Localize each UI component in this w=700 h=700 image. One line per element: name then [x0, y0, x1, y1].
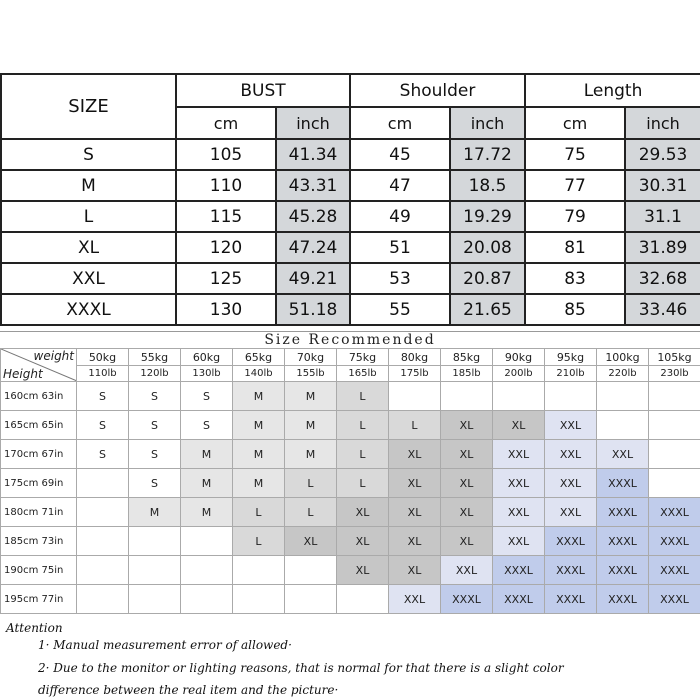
height-row [1, 469, 700, 498]
recommended-size-cell: L [337, 382, 389, 411]
recommended-size-cell: XXXL [545, 585, 597, 614]
size-label-cell: XXXL [1, 294, 176, 325]
weight-kg-header: 80kg [389, 349, 441, 366]
recommended-size-cell [285, 556, 337, 585]
measurement-cell: 83 [525, 263, 625, 294]
recommended-size-cell: M [233, 440, 285, 469]
height-in: 75in [41, 564, 64, 576]
recommended-size-cell: XXXL [597, 498, 649, 527]
recommended-size-cell: XL [285, 527, 337, 556]
recommended-size-cell: L [285, 469, 337, 498]
height-cm: 195cm [4, 593, 39, 605]
recommended-size-cell: XXXL [597, 556, 649, 585]
recommended-size-cell: XL [337, 527, 389, 556]
attention-note-1: 1· Manual measurement error of allowed· [38, 638, 292, 652]
weight-height-corner [1, 349, 77, 382]
recommended-size-cell: XXXL [545, 527, 597, 556]
recommended-size-cell: XXXL [545, 556, 597, 585]
recommended-size-cell: XXL [493, 469, 545, 498]
length-header: Length [525, 74, 700, 107]
measurement-cell: 18.5 [450, 170, 525, 201]
weight-kg-header: 90kg [493, 349, 545, 366]
height-row [1, 382, 700, 411]
height-header [1, 411, 77, 440]
recommended-size-cell: XL [441, 498, 493, 527]
recommended-size-cell: XXXL [441, 585, 493, 614]
recommended-size-cell [181, 585, 233, 614]
weight-lb-header: 200lb [493, 366, 545, 382]
size-recommended-title: Size Recommended [0, 331, 700, 348]
size-recommended-section [0, 331, 700, 614]
measurement-cell: 20.08 [450, 232, 525, 263]
recommended-size-cell: XL [441, 440, 493, 469]
weight-lb-header: 220lb [597, 366, 649, 382]
unit-header: inch [276, 107, 350, 139]
measurement-cell: 41.34 [276, 139, 350, 170]
recommended-size-cell [441, 382, 493, 411]
measurement-cell: 19.29 [450, 201, 525, 232]
height-header [1, 440, 77, 469]
measurement-cell: 49.21 [276, 263, 350, 294]
measurement-cell: 31.89 [625, 232, 700, 263]
measurement-cell: 21.65 [450, 294, 525, 325]
recommended-size-cell: XL [441, 527, 493, 556]
weight-lb-header: 185lb [441, 366, 493, 382]
recommended-size-cell: XL [337, 498, 389, 527]
size-row [1, 263, 700, 294]
recommended-size-cell [181, 527, 233, 556]
recommended-size-cell [597, 382, 649, 411]
recommended-size-cell: M [285, 440, 337, 469]
measurement-cell: 75 [525, 139, 625, 170]
unit-header: cm [350, 107, 450, 139]
measurement-cell: 43.31 [276, 170, 350, 201]
recommended-size-cell: XL [493, 411, 545, 440]
recommended-size-cell [129, 556, 181, 585]
recommended-size-cell: XL [389, 469, 441, 498]
height-cm: 185cm [4, 535, 39, 547]
recommended-size-cell [129, 527, 181, 556]
recommended-size-cell: S [77, 411, 129, 440]
recommended-size-cell: XL [389, 556, 441, 585]
recommended-size-cell [77, 585, 129, 614]
measurement-cell: 45 [350, 139, 450, 170]
size-label-cell: S [1, 139, 176, 170]
measurement-cell: 33.46 [625, 294, 700, 325]
recommended-size-cell [77, 527, 129, 556]
measurement-cell: 29.53 [625, 139, 700, 170]
recommended-size-cell [77, 498, 129, 527]
weight-lb-header: 140lb [233, 366, 285, 382]
recommended-size-cell: S [129, 440, 181, 469]
height-cm: 160cm [4, 390, 39, 402]
weight-kg-header: 105kg [649, 349, 700, 366]
weight-kg-header: 75kg [337, 349, 389, 366]
height-in: 77in [41, 593, 64, 605]
measurement-cell: 110 [176, 170, 276, 201]
height-header [1, 382, 77, 411]
size-row [1, 201, 700, 232]
weight-kg-header: 60kg [181, 349, 233, 366]
recommended-size-cell [597, 411, 649, 440]
measurement-cell: 51 [350, 232, 450, 263]
recommended-size-cell: XXXL [597, 585, 649, 614]
size-row [1, 232, 700, 263]
weight-lb-header: 155lb [285, 366, 337, 382]
measurement-cell: 20.87 [450, 263, 525, 294]
weight-lb-header: 165lb [337, 366, 389, 382]
recommended-size-cell: XL [389, 440, 441, 469]
recommended-size-cell: S [181, 411, 233, 440]
unit-header: inch [450, 107, 525, 139]
recommended-size-cell: S [181, 382, 233, 411]
size-row [1, 170, 700, 201]
recommended-size-cell: XXL [441, 556, 493, 585]
size-column-header: SIZE [1, 74, 176, 139]
height-in: 73in [41, 535, 64, 547]
unit-header: inch [625, 107, 700, 139]
weight-kg-header: 85kg [441, 349, 493, 366]
recommended-size-cell: M [181, 498, 233, 527]
measurement-cell: 53 [350, 263, 450, 294]
height-row [1, 440, 700, 469]
recommended-size-cell: M [233, 469, 285, 498]
weight-lb-header: 110lb [77, 366, 129, 382]
attention-note-3: difference between the real item and the picture· [38, 683, 339, 697]
measurement-cell: 30.31 [625, 170, 700, 201]
recommended-size-cell: L [233, 498, 285, 527]
recommended-size-cell: S [129, 469, 181, 498]
weight-kg-header: 55kg [129, 349, 181, 366]
recommended-size-cell [129, 585, 181, 614]
height-row [1, 498, 700, 527]
weight-kg-header: 70kg [285, 349, 337, 366]
recommended-size-cell [233, 556, 285, 585]
recommended-size-cell [493, 382, 545, 411]
recommended-size-cell [649, 382, 700, 411]
recommended-size-cell: L [285, 498, 337, 527]
recommended-size-cell: M [285, 382, 337, 411]
weight-lb-header: 210lb [545, 366, 597, 382]
recommended-size-cell [77, 556, 129, 585]
height-header [1, 556, 77, 585]
weight-label: weight [33, 349, 74, 363]
measurement-cell: 49 [350, 201, 450, 232]
height-row [1, 411, 700, 440]
recommended-size-cell: XXL [545, 469, 597, 498]
recommended-size-cell: S [77, 440, 129, 469]
recommended-size-cell [649, 411, 700, 440]
recommended-size-cell: XXXL [597, 469, 649, 498]
recommended-size-cell: XL [441, 469, 493, 498]
recommended-size-cell [77, 469, 129, 498]
height-cm: 175cm [4, 477, 39, 489]
recommended-size-cell: L [337, 469, 389, 498]
shoulder-header: Shoulder [350, 74, 525, 107]
height-cm: 180cm [4, 506, 39, 518]
attention-note-2: 2· Due to the monitor or lighting reasons, that is normal for that there is a slight color [38, 661, 564, 675]
height-cm: 190cm [4, 564, 39, 576]
size-label-cell: M [1, 170, 176, 201]
recommended-size-cell: XXL [545, 411, 597, 440]
measurement-cell: 47 [350, 170, 450, 201]
measurement-cell: 17.72 [450, 139, 525, 170]
height-row [1, 556, 700, 585]
recommended-size-cell: M [285, 411, 337, 440]
measurement-cell: 77 [525, 170, 625, 201]
weight-lb-header: 175lb [389, 366, 441, 382]
height-header [1, 498, 77, 527]
recommended-size-cell: XXL [493, 440, 545, 469]
recommended-size-cell: L [389, 411, 441, 440]
measurement-cell: 47.24 [276, 232, 350, 263]
measurement-cell: 105 [176, 139, 276, 170]
attention-title: Attention [6, 621, 63, 635]
size-row [1, 294, 700, 325]
height-header [1, 585, 77, 614]
measurement-cell: 115 [176, 201, 276, 232]
recommended-size-cell: M [181, 440, 233, 469]
recommended-size-cell: XL [337, 556, 389, 585]
size-row [1, 139, 700, 170]
height-header [1, 469, 77, 498]
recommended-size-cell: XXXL [649, 556, 700, 585]
recommended-size-cell: XXL [493, 498, 545, 527]
measurement-cell: 31.1 [625, 201, 700, 232]
recommended-size-cell [233, 585, 285, 614]
height-header [1, 527, 77, 556]
recommended-size-cell: XXXL [649, 498, 700, 527]
recommended-size-cell: M [233, 411, 285, 440]
height-in: 65in [41, 419, 64, 431]
recommended-size-cell: L [337, 440, 389, 469]
measurement-cell: 51.18 [276, 294, 350, 325]
recommended-size-cell [545, 382, 597, 411]
measurement-cell: 81 [525, 232, 625, 263]
recommended-size-cell: XL [441, 411, 493, 440]
recommended-size-cell: XL [389, 498, 441, 527]
height-cm: 165cm [4, 419, 39, 431]
recommended-size-cell: XXL [597, 440, 649, 469]
recommended-size-cell: L [337, 411, 389, 440]
recommended-size-cell [285, 585, 337, 614]
recommended-size-cell [649, 469, 700, 498]
recommended-size-cell: XXXL [493, 585, 545, 614]
recommended-size-cell: M [181, 469, 233, 498]
unit-header: cm [176, 107, 276, 139]
weight-kg-header: 50kg [77, 349, 129, 366]
height-in: 69in [41, 477, 64, 489]
height-cm: 170cm [4, 448, 39, 460]
recommended-size-cell [389, 382, 441, 411]
size-chart-table [0, 73, 700, 326]
recommended-size-cell: XXL [493, 527, 545, 556]
recommended-size-cell [181, 556, 233, 585]
recommended-size-cell [337, 585, 389, 614]
recommended-size-cell: L [233, 527, 285, 556]
weight-lb-header: 130lb [181, 366, 233, 382]
recommended-size-cell [649, 440, 700, 469]
size-label-cell: XL [1, 232, 176, 263]
height-in: 67in [41, 448, 64, 460]
height-in: 71in [41, 506, 64, 518]
recommended-size-cell: XXL [389, 585, 441, 614]
bust-header: BUST [176, 74, 350, 107]
recommended-size-cell: M [129, 498, 181, 527]
size-recommended-table [0, 348, 700, 614]
weight-lb-header: 230lb [649, 366, 700, 382]
recommended-size-cell: XXXL [597, 527, 649, 556]
height-label: Height [3, 367, 43, 381]
size-label-cell: XXL [1, 263, 176, 294]
measurement-cell: 130 [176, 294, 276, 325]
measurement-cell: 120 [176, 232, 276, 263]
height-row [1, 585, 700, 614]
recommended-size-cell: XXL [545, 440, 597, 469]
height-row [1, 527, 700, 556]
recommended-size-cell: XXXL [649, 585, 700, 614]
measurement-cell: 79 [525, 201, 625, 232]
recommended-size-cell: S [129, 411, 181, 440]
recommended-size-cell: XXL [545, 498, 597, 527]
weight-kg-row [1, 349, 700, 366]
size-label-cell: L [1, 201, 176, 232]
weight-lb-row [1, 366, 700, 382]
unit-header: cm [525, 107, 625, 139]
recommended-size-cell: XXXL [649, 527, 700, 556]
recommended-size-cell: XL [389, 527, 441, 556]
recommended-size-cell: M [233, 382, 285, 411]
measurement-cell: 45.28 [276, 201, 350, 232]
recommended-size-cell: S [129, 382, 181, 411]
measurement-cell: 32.68 [625, 263, 700, 294]
recommended-size-cell: XXXL [493, 556, 545, 585]
height-in: 63in [41, 390, 64, 402]
weight-kg-header: 65kg [233, 349, 285, 366]
measurement-cell: 55 [350, 294, 450, 325]
measurement-cell: 125 [176, 263, 276, 294]
measurement-cell: 85 [525, 294, 625, 325]
recommended-size-cell: S [77, 382, 129, 411]
weight-kg-header: 95kg [545, 349, 597, 366]
weight-lb-header: 120lb [129, 366, 181, 382]
weight-kg-header: 100kg [597, 349, 649, 366]
